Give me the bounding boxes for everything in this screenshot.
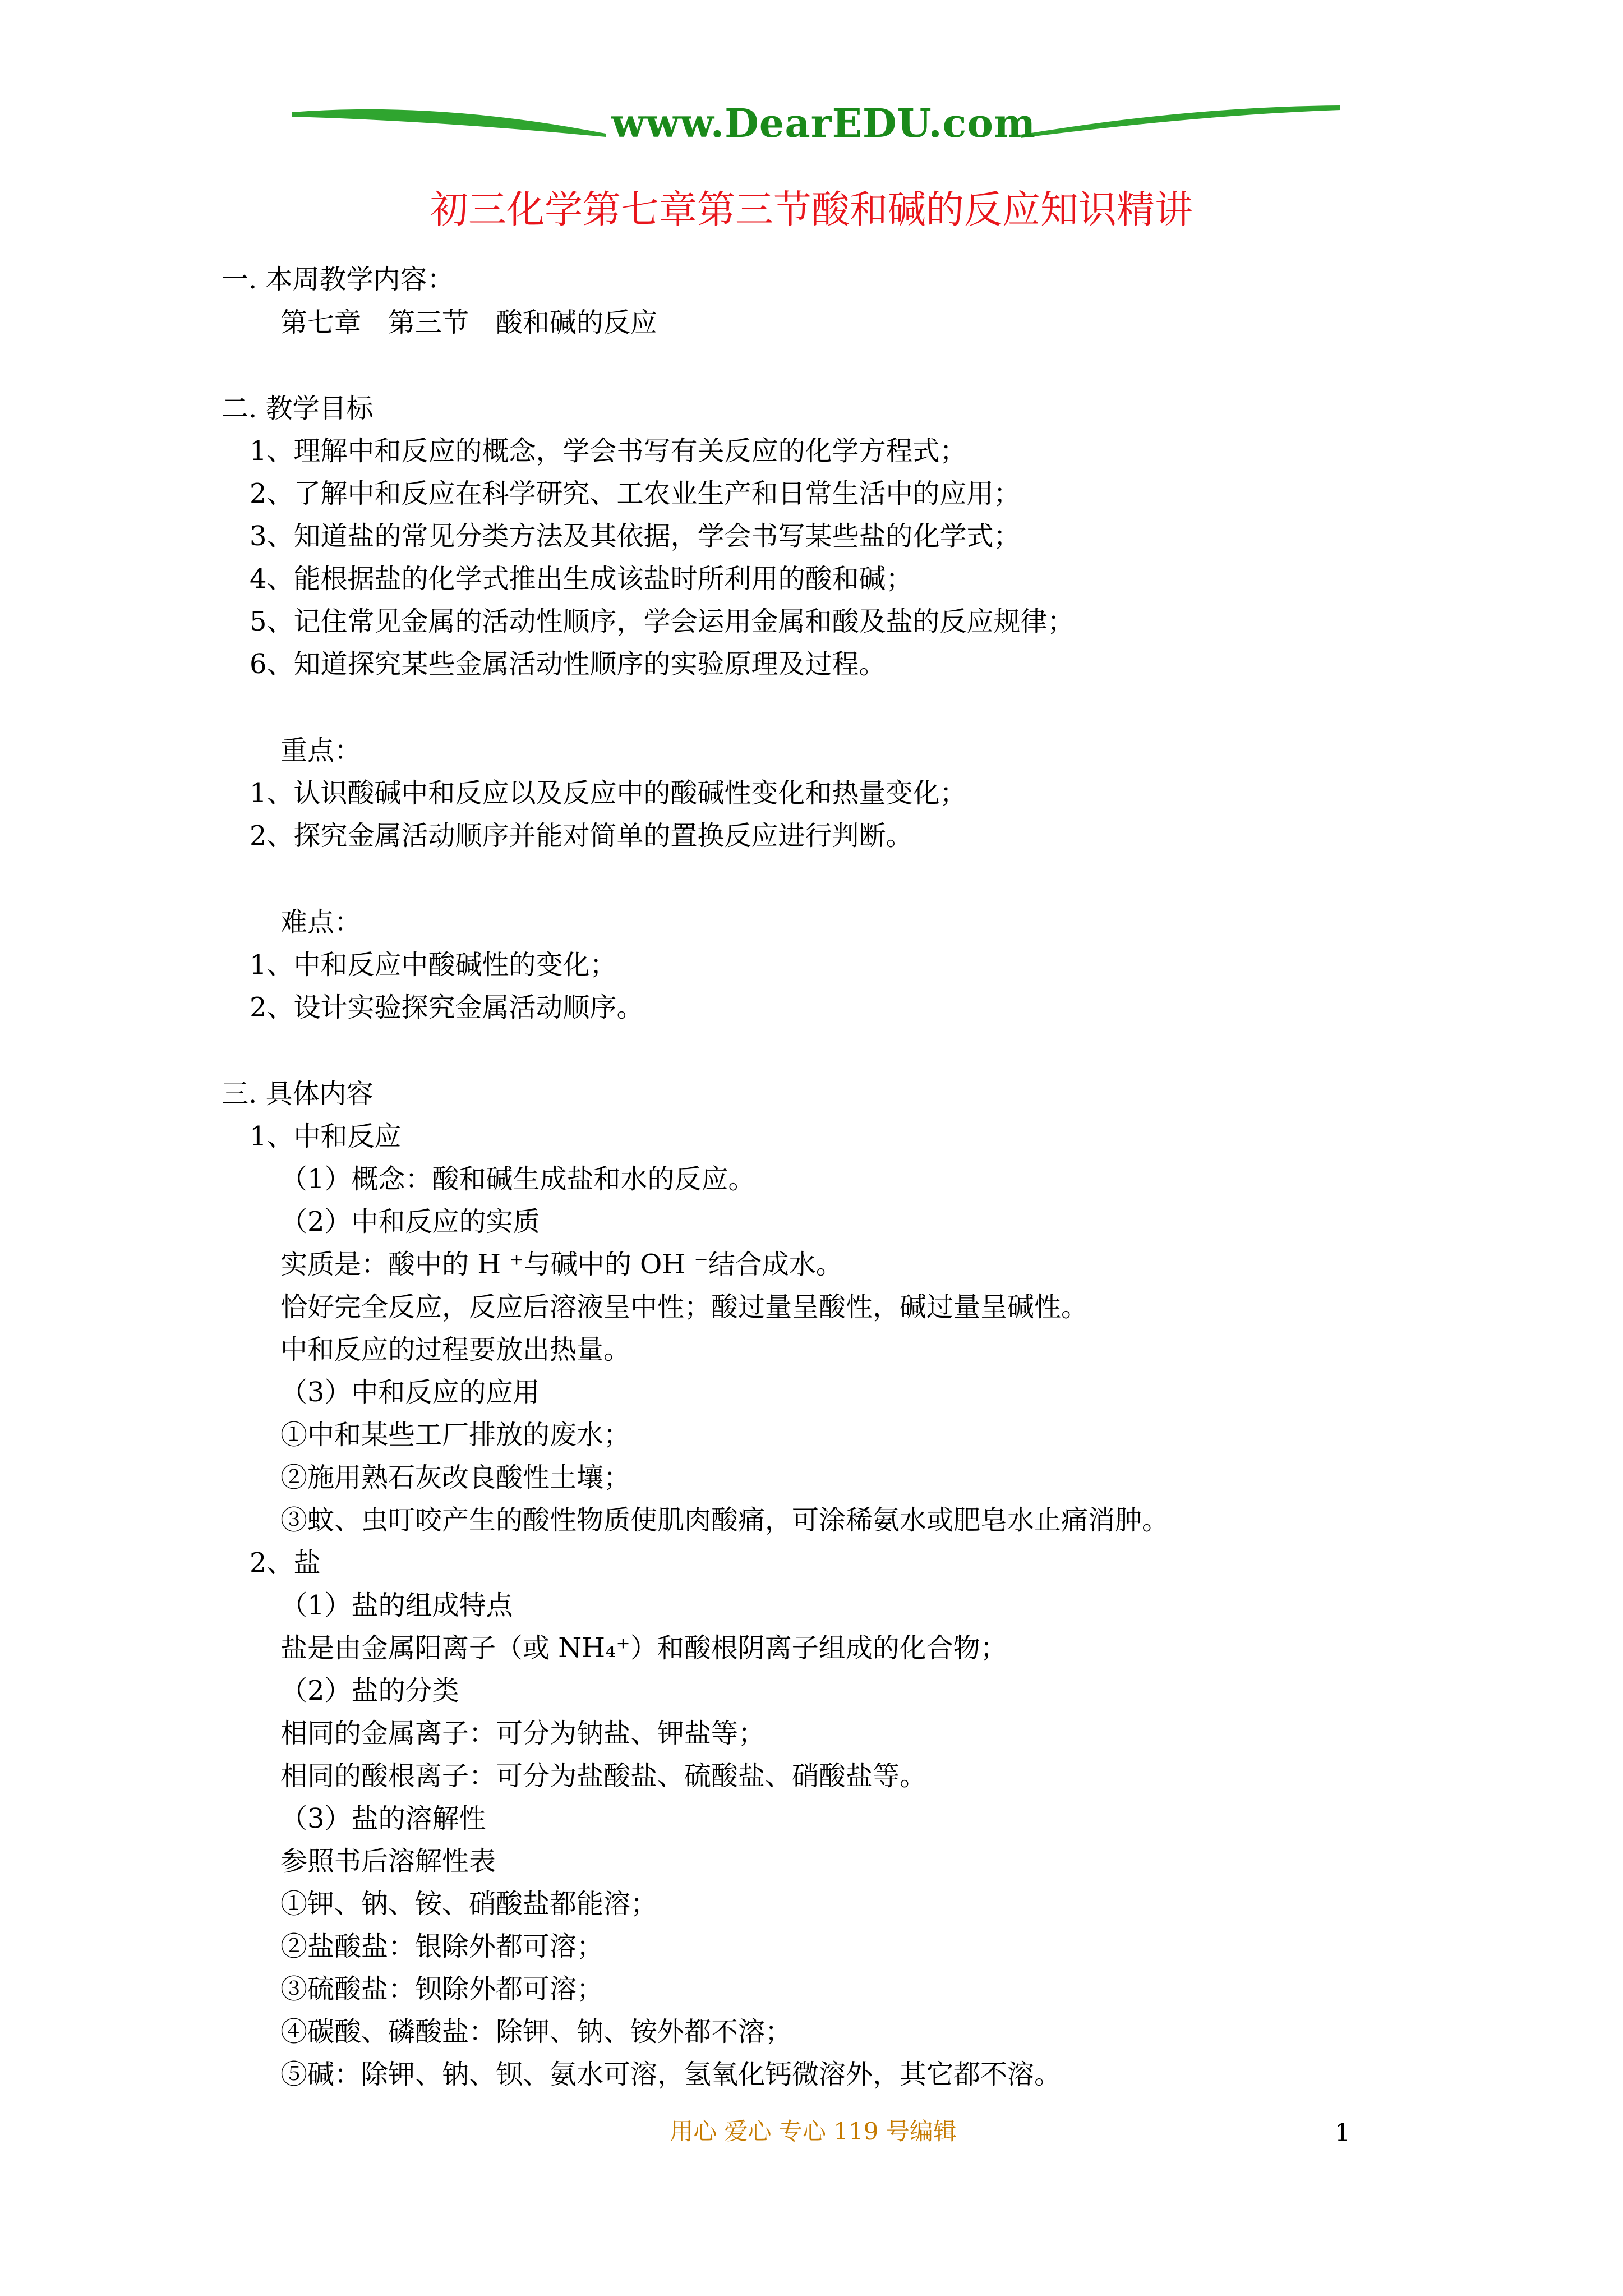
text-line: （1）概念：酸和碱生成盐和水的反应。 bbox=[280, 1163, 755, 1195]
text-line: 4、能根据盐的化学式推出生成该盐时所利用的酸和碱； bbox=[250, 563, 913, 595]
text-line: ③蚊、虫叮咬产生的酸性物质使肌肉酸痛，可涂稀氨水或肥皂水止痛消肿。 bbox=[280, 1504, 1169, 1536]
text-line: （3）中和反应的应用 bbox=[280, 1377, 540, 1408]
text-line: ③硫酸盐：钡除外都可溶； bbox=[280, 1973, 604, 2005]
page-number: 1 bbox=[1335, 2119, 1350, 2147]
text-line: 6、知道探究某些金属活动性顺序的实验原理及过程。 bbox=[250, 648, 886, 680]
text-line: （1）盐的组成特点 bbox=[280, 1590, 513, 1621]
text-line: 中和反应的过程要放出热量。 bbox=[280, 1334, 631, 1365]
text-line: 实质是：酸中的 H ⁺与碱中的 OH ⁻结合成水。 bbox=[280, 1249, 843, 1280]
footer-text: 用心 爱心 专心 119 号编辑 bbox=[670, 2118, 957, 2145]
logo-text: www.DearEDU.com bbox=[611, 100, 1036, 146]
text-line: 相同的金属离子：可分为钠盐、钾盐等； bbox=[280, 1718, 766, 1749]
text-line: ①中和某些工厂排放的废水； bbox=[280, 1419, 631, 1451]
text-line: （2）盐的分类 bbox=[280, 1675, 459, 1706]
text-line: 一. 本周教学内容： bbox=[222, 264, 454, 295]
text-line: 1、认识酸碱中和反应以及反应中的酸碱性变化和热量变化； bbox=[250, 777, 967, 809]
text-line: 相同的酸根离子：可分为盐酸盐、硫酸盐、硝酸盐等。 bbox=[280, 1760, 927, 1792]
header-logo bbox=[292, 90, 1340, 157]
text-line: 5、记住常见金属的活动性顺序，学会运用金属和酸及盐的反应规律； bbox=[250, 606, 1075, 637]
text-line: 恰好完全反应，反应后溶液呈中性；酸过量呈酸性，碱过量呈碱性。 bbox=[280, 1291, 1089, 1323]
text-line: 2、设计实验探究金属活动顺序。 bbox=[250, 992, 644, 1023]
text-line: 2、盐 bbox=[250, 1547, 321, 1579]
text-line: 3、知道盐的常见分类方法及其依据，学会书写某些盐的化学式； bbox=[250, 521, 1021, 552]
text-line: 2、探究金属活动顺序并能对简单的置换反应进行判断。 bbox=[250, 820, 913, 852]
text-line: 难点： bbox=[280, 907, 362, 938]
text-line: 二. 教学目标 bbox=[222, 393, 374, 424]
text-line: 2、了解中和反应在科学研究、工农业生产和日常生活中的应用； bbox=[250, 478, 1021, 509]
text-line: 参照书后溶解性表 bbox=[280, 1846, 496, 1877]
text-line: 第七章 第三节 酸和碱的反应 bbox=[280, 307, 658, 338]
text-line: （2）中和反应的实质 bbox=[280, 1206, 540, 1237]
text-line: 三. 具体内容 bbox=[222, 1078, 374, 1110]
document-title: 初三化学第七章第三节酸和碱的反应知识精讲 bbox=[430, 188, 1193, 232]
text-line: 重点： bbox=[280, 735, 362, 766]
text-line: ①钾、钠、铵、硝酸盐都能溶； bbox=[280, 1888, 658, 1920]
text-line: （3）盐的溶解性 bbox=[280, 1803, 486, 1834]
text-line: ②盐酸盐：银除外都可溶； bbox=[280, 1931, 604, 1962]
text-line: ②施用熟石灰改良酸性土壤； bbox=[280, 1462, 631, 1493]
text-line: 1、理解中和反应的概念，学会书写有关反应的化学方程式； bbox=[250, 435, 967, 467]
text-line: 1、中和反应中酸碱性的变化； bbox=[250, 949, 617, 981]
text-line: 盐是由金属阳离子（或 NH₄⁺）和酸根阴离子组成的化合物； bbox=[280, 1632, 1007, 1664]
text-line: ④碳酸、磷酸盐：除钾、钠、铵外都不溶； bbox=[280, 2016, 792, 2047]
text-line: 1、中和反应 bbox=[250, 1121, 402, 1152]
text-line: ⑤碱：除钾、钠、钡、氨水可溶，氢氧化钙微溶外，其它都不溶。 bbox=[280, 2059, 1062, 2090]
